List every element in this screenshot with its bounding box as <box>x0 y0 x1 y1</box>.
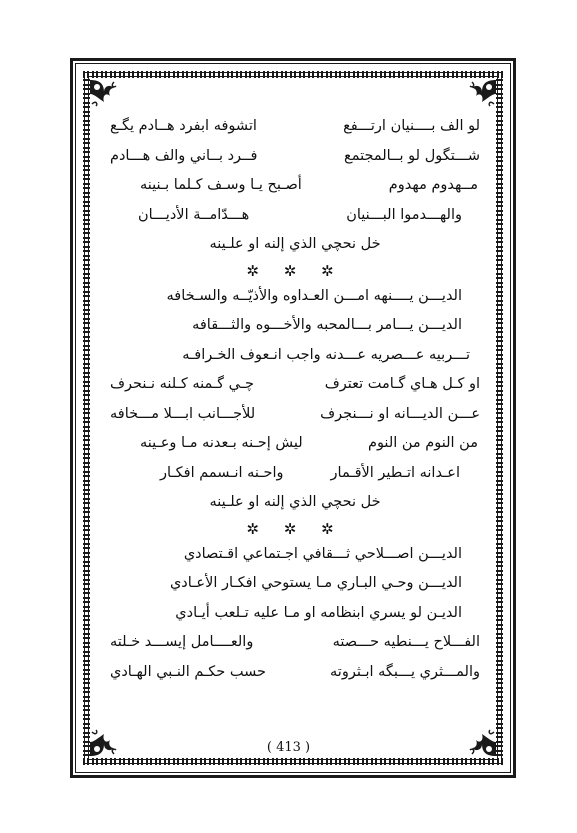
verse-hemistich-second: للأجـــانب ابـــلا مـــخافه <box>110 405 256 422</box>
verse-text: تـــربيه عـــصريه عـــدنه واجب انـعوف الخـرافـه <box>182 346 470 363</box>
refrain-line: خل نحچي الذي إلنه او علـينه <box>209 236 381 252</box>
corner-ornament-icon <box>88 78 118 108</box>
verse-hemistich-second: فــرد بــاني والف هـــادم <box>110 147 258 164</box>
verse-hemistich-first: او كـل هـاي گـامت تعترف <box>324 376 480 392</box>
refrain-line: خل نحچي الذي إلنه او علـينه <box>209 494 381 510</box>
verse-line <box>110 540 480 570</box>
verse-hemistich-first: من النوم من النوم <box>367 435 478 451</box>
verse-hemistich-first: اعـدانه اتـطير الأقـمار <box>330 464 460 481</box>
verse-text: الديـــن وحـي البـاري مـا يستوحي افكـار الأعـادي <box>169 575 462 591</box>
verse-line <box>110 201 480 231</box>
verse-hemistich-second: والعــــامل إيســـد خـلته <box>110 634 254 650</box>
stars-separator: ✲ ✲ ✲ <box>246 519 344 538</box>
poem-body <box>110 112 480 687</box>
verse-hemistich-first: والهـــدموا البـــنيان <box>346 206 462 223</box>
verse-hemistich-second: ليش إحـنه بـعدنه مـا وعـينه <box>140 435 303 451</box>
verse-hemistich-first: شـــتگول لو بــالمجتمع <box>343 147 480 164</box>
page-number: ( 413 ) <box>266 740 311 755</box>
verse-hemistich-second: أصـبح يـا وسـف كـلما بـنينه <box>140 177 302 193</box>
verse-line <box>110 569 480 599</box>
verse-text: الديـــن يـــامر بـــالمحبه والأخـــوه والثـــقافه <box>192 317 462 333</box>
verse-hemistich-first: لو الف بــــنيان ارتـــفع <box>343 118 480 134</box>
verse-text: الديـــن يــــنهه امـــن العـداوه والأذيّــه والسـخافه <box>166 287 462 304</box>
verse-line <box>110 400 480 430</box>
verse-hemistich-second: هـــدّامــة الأديـــان <box>138 206 250 223</box>
verse-line <box>110 628 480 658</box>
verse-hemistich-second: حسب حكـم النـبي الهـادي <box>110 663 266 680</box>
verse-line <box>110 459 480 489</box>
verse-line <box>110 112 480 142</box>
verse-hemistich-second: واحـنه انـسمم افكـار <box>160 464 284 481</box>
verse-text: الديـن لو يسري ابنظامه او مـا عليه تـلعب أيـادي <box>175 604 462 621</box>
corner-ornament-icon <box>468 78 498 108</box>
stars-separator: ✲ ✲ ✲ <box>246 261 344 280</box>
verse-hemistich-second: چـي گـمنه كـلنه نـنحرف <box>110 376 254 392</box>
verse-hemistich-first: عـــن الديـــانه او نـــنجرف <box>320 405 480 422</box>
verse-line <box>110 311 480 341</box>
verse-line <box>110 599 480 629</box>
verse-line <box>110 171 480 201</box>
verse-line <box>110 282 480 312</box>
verse-line <box>110 658 480 688</box>
verse-hemistich-second: اتشوفه ابفرد هــادم يگـع <box>110 118 257 134</box>
verse-line <box>110 341 480 371</box>
verse-hemistich-first: مــهدوم مهدوم <box>388 177 478 193</box>
verse-text: الديـــن اصـــلاحي ثـــقافي اجـتماعي اقـتصادي <box>183 545 462 562</box>
verse-hemistich-first: الفـــلاح يـــنطيه حـــصته <box>332 634 480 650</box>
verse-line <box>110 142 480 172</box>
verse-line <box>110 429 480 459</box>
verse-hemistich-first: والمـــثري يـــبگه ابـثروته <box>330 663 480 680</box>
verse-line <box>110 370 480 400</box>
